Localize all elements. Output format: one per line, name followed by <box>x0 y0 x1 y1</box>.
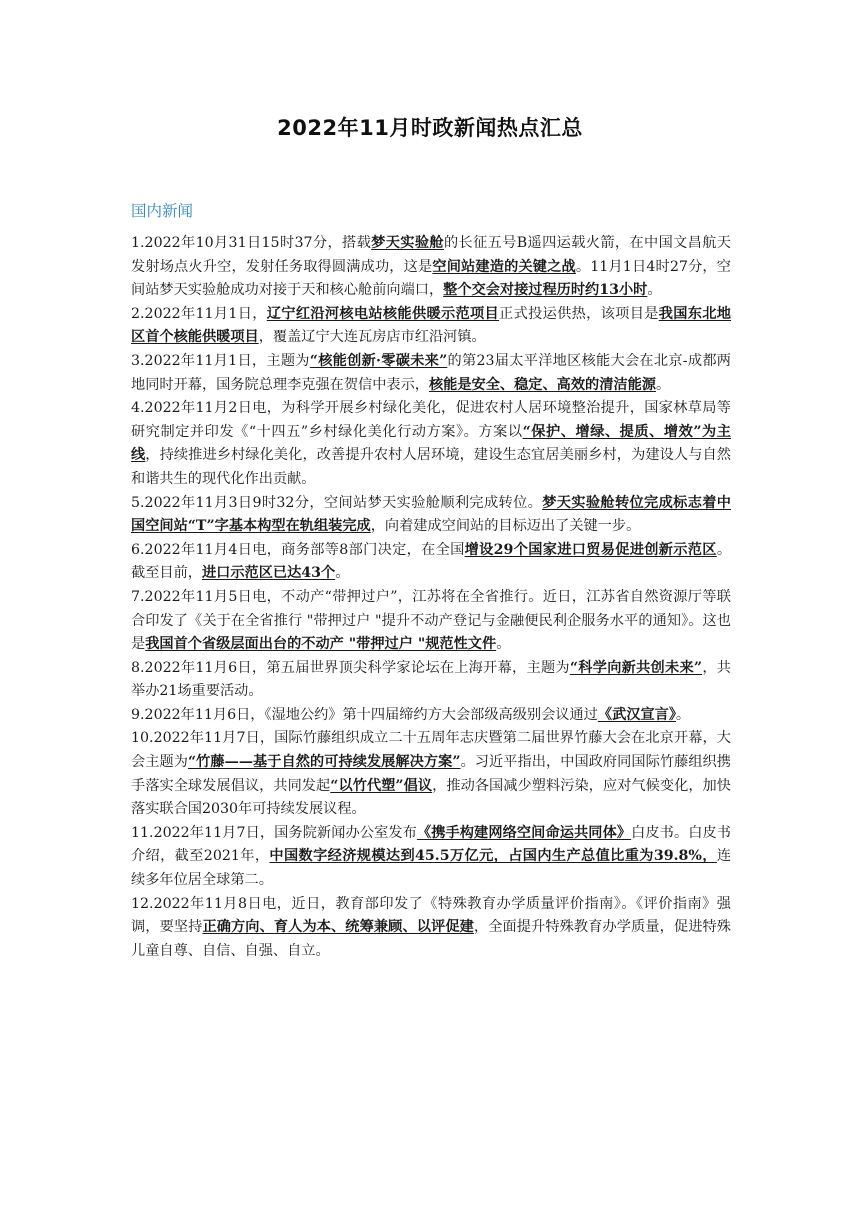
news-item <box>131 350 731 397</box>
highlighted-text: 梦天实验舱 <box>371 235 444 251</box>
highlighted-text: 《武汉宣言》 <box>597 706 676 723</box>
highlighted-text: 辽宁红沿河核电站核能供暖示范项目 <box>266 305 500 322</box>
highlighted-text: 核能是安全、稳定、高效的清洁能源 <box>428 376 656 393</box>
news-text: 连续多年位居全球第二。 <box>131 848 732 889</box>
page-title: 2022年11月时政新闻热点汇总 <box>277 116 583 140</box>
highlighted-text: “科学向新共创未来” <box>569 659 703 676</box>
section-heading: 国内新闻 <box>131 202 194 220</box>
news-text: 1.2022年10月31日15时37分，搭载 <box>131 235 372 251</box>
news-text: 10.2022年11月7日，国际竹藤组织成立二十五周年志庆暨第二届世界竹藤大会在北京开幕，大会主题为 <box>131 730 731 771</box>
news-text: 的长征五号B遥四运载火箭，在中国文昌航天发射场点火升空，发射任务取得圆满成功，这是 <box>131 235 731 275</box>
news-item <box>131 704 731 728</box>
news-text: ，共举办21场重要活动。 <box>131 659 731 700</box>
highlighted-text: 我国东北地区首个核能供暖项目 <box>131 305 731 346</box>
highlighted-text: 增设29个国家进口贸易促进创新示范区 <box>464 541 717 558</box>
news-text: 白皮书。白皮书介绍，截至2021年， <box>131 824 731 865</box>
highlighted-text: “保护、增绿、提质、增效”为主线 <box>131 423 731 464</box>
news-text: 11.2022年11月7日，国务院新闻办公室发布 <box>131 824 417 841</box>
highlighted-text: 进口示范区已达43个 <box>201 565 336 582</box>
news-text: ，覆盖辽宁大连瓦房店市红沿河镇。 <box>258 329 486 346</box>
news-text: 。 <box>675 706 691 723</box>
news-item <box>131 893 731 964</box>
news-text: 12.2022年11月8日电，近日，教育部印发了《特殊教育办学质量评价指南》。《评价指南》强调，要坚持 <box>131 895 731 936</box>
highlighted-text: “核能创新·零碳未来” <box>309 352 448 369</box>
news-item <box>131 397 731 491</box>
news-text: 。 <box>335 565 350 582</box>
news-list <box>131 232 731 963</box>
highlighted-text: 我国首个省级层面出台的不动产 "带押过户 "规范性文件 <box>145 636 497 653</box>
news-item <box>131 303 731 350</box>
news-text: 。 <box>496 636 511 653</box>
news-text: 。11月1日4时27分，空间站梦天实验舱成功对接于天和核心舱前向端口， <box>131 258 731 299</box>
news-item <box>131 492 731 539</box>
news-item <box>131 586 731 657</box>
news-text: 5.2022年11月3日9时32分，空间站梦天实验舱顺利完成转位。 <box>131 494 543 511</box>
highlighted-text: 《携手构建网络空间命运共同体》 <box>416 824 632 841</box>
news-text: ，持续推进乡村绿化美化，改善提升农村人居环境，建设生态宜居美丽乡村，为建设人与自然和谐共生的现代化作出贡献。 <box>131 447 731 487</box>
news-text: 正式投运供热，该项目是 <box>499 305 659 322</box>
news-item <box>131 657 731 704</box>
news-text: 。 <box>647 282 662 299</box>
highlighted-text: 整个交会对接过程历时约13小时 <box>443 282 648 299</box>
news-text: 3.2022年11月1日，主题为 <box>131 352 310 369</box>
news-item <box>131 232 731 303</box>
news-text: 。 <box>655 376 671 393</box>
news-text: 。截至目前， <box>131 541 732 582</box>
news-text: 的第23届太平洋地区核能大会在北京-成都两地同时开幕，国务院总理李克强在贺信中表示， <box>131 352 731 393</box>
news-item <box>131 822 731 893</box>
highlighted-text: “竹藤——基于自然的可持续发展解决方案” <box>187 754 461 771</box>
highlighted-text: “以竹代塑”倡议 <box>330 777 433 794</box>
news-text: 。习近平指出，中国政府同国际竹藤组织携手落实全球发展倡议，共同发起 <box>131 754 731 794</box>
news-text: 9.2022年11月6日，《湿地公约》第十四届缔约方大会部级高级别会议通过 <box>131 706 598 723</box>
news-text: 7.2022年11月5日电，不动产“带押过户”，江苏将在全省推行。近日，江苏省自然资源厅等联合印发了《关于在全省推行 "带押过户 "提升不动产登记与金融便民利企服务水平的通知》。这也是 <box>131 588 731 653</box>
news-text: 2.2022年11月1日， <box>131 305 267 322</box>
news-item <box>131 539 731 586</box>
news-text: 6.2022年11月4日电，商务部等8部门决定，在全国 <box>131 541 465 558</box>
news-text: ，向着建成空间站的目标迈出了关键一步。 <box>370 518 641 535</box>
news-text: 4.2022年11月2日电，为科学开展乡村绿化美化，促进农村人居环境整治提升，国家林草局等研究制定并印发《“十四五”乡村绿化美化行动方案》。方案以 <box>131 400 731 440</box>
news-text: ，全面提升特殊教育办学质量，促进特殊儿童自尊、自信、自强、自立。 <box>131 919 731 959</box>
highlighted-text: 中国数字经济规模达到45.5万亿元，占国内生产总值比重为39.8%， <box>269 848 717 865</box>
news-item <box>131 727 731 821</box>
news-text: ，推动各国减少塑料污染，应对气候变化，加快落实联合国2030年可持续发展议程。 <box>131 777 731 818</box>
highlighted-text: 梦天实验舱转位完成标志着中国空间站“T”字基本构型在轨组装完成 <box>131 494 731 535</box>
highlighted-text: 空间站建造的关键之战 <box>432 258 576 275</box>
highlighted-text: 正确方向、育人为本、统筹兼顾、以评促建 <box>202 919 474 936</box>
news-text: 8.2022年11月6日，第五届世界顶尖科学家论坛在上海开幕，主题为 <box>131 659 570 676</box>
